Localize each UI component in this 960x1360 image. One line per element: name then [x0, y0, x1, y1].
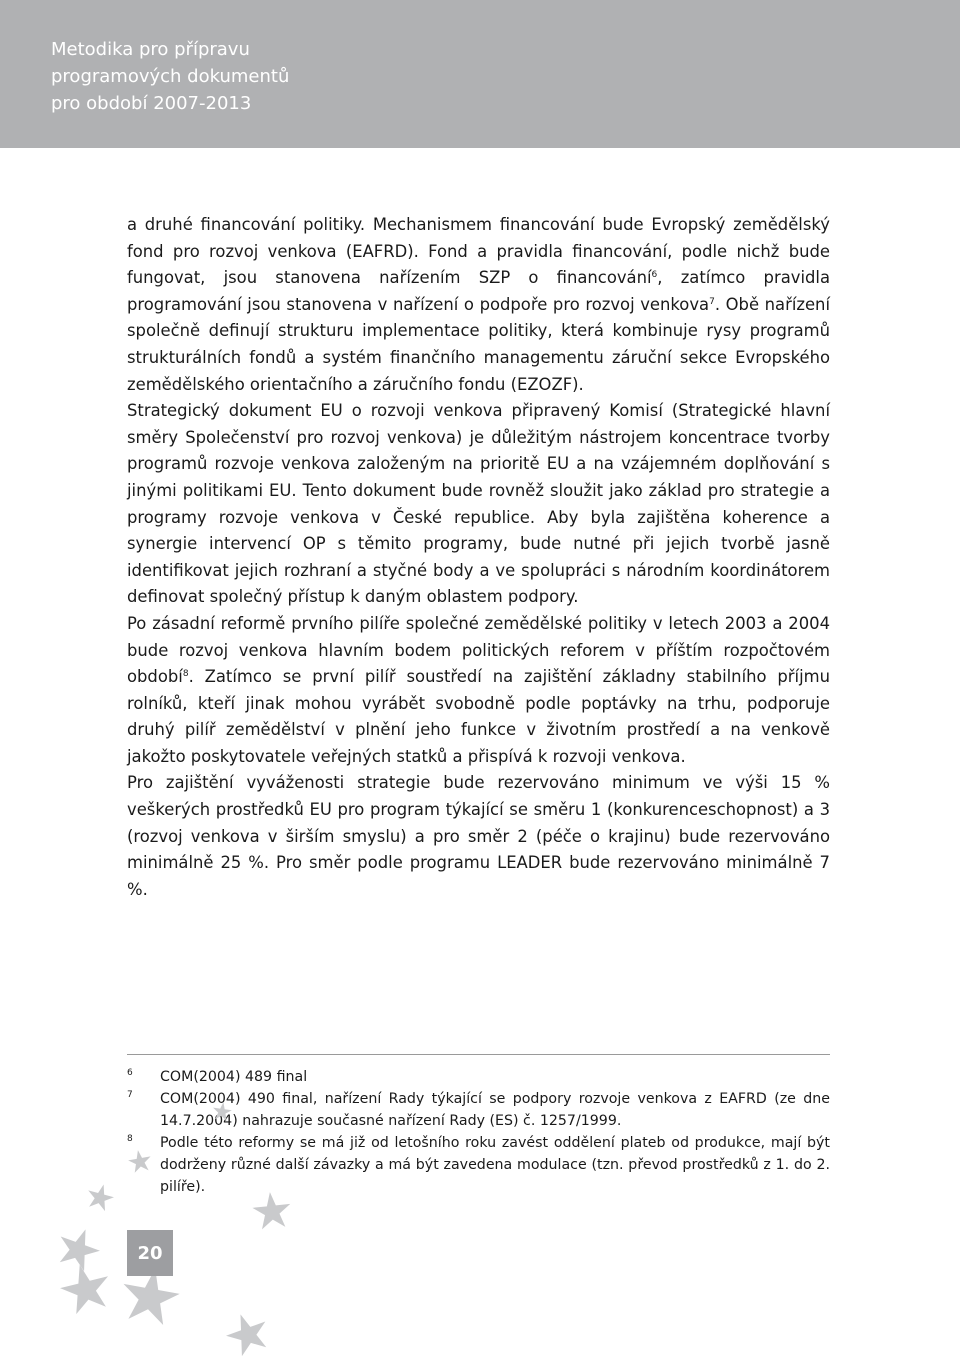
footnote-ref-6: 6: [651, 270, 658, 281]
footnote-6: [127, 1066, 830, 1088]
footnote-text: COM(2004) 489 final: [160, 1069, 308, 1085]
decorative-stars: [0, 1090, 300, 1360]
star-icon: [211, 1101, 232, 1122]
header-title-line3: pro období 2007-2013: [51, 93, 252, 114]
paragraph-1: [127, 212, 830, 398]
star-icon: [127, 1148, 153, 1173]
star-icon: [221, 1307, 274, 1359]
paragraph-1-part-b: , zatímco pravidla programování jsou stanovena v nařízení o podpoře pro rozvoj venkova: [127, 268, 830, 314]
star-icon: [52, 1222, 105, 1274]
footnote-number: 6: [127, 1068, 133, 1078]
paragraph-1-part-c: . Obě nařízení společně definují strukturu implementace politiky, která kombinuje rysy programů strukturálních fondů a systém finančního managementu záruční sekce Evropského zemědělského orientačního a záručního fondu (EZOZF).: [127, 294, 831, 394]
footnote-number: 7: [127, 1090, 133, 1100]
header-title-line2: programových dokumentů: [51, 66, 290, 87]
header-band: [0, 0, 960, 148]
footnote-ref-8: 8: [182, 669, 189, 680]
footnote-text: COM(2004) 490 final, nařízení Rady týkající se podpory rozvoje venkova z EAFRD (ze dne 14.7.2004) nahrazuje současné nařízení Rady (ES) č. 1257/1999.: [160, 1091, 830, 1129]
footnote-divider: [127, 1054, 830, 1055]
paragraph-3: [127, 611, 830, 771]
footnote-number: 8: [127, 1134, 133, 1144]
header-title-line1: Metodika pro přípravu: [51, 39, 250, 60]
page-number: 20: [127, 1230, 173, 1276]
footnote-ref-7: 7: [709, 296, 715, 307]
star-icon: [84, 1181, 116, 1212]
paragraph-3-part-a: Po zásadní reformě prvního pilíře společné zemědělské politiky v letech 2003 a 2004 bude rozvoj venkova hlavním bodem politických reforem v příštím rozpočtovém období: [127, 613, 830, 687]
main-text: [127, 212, 830, 903]
star-icon: [251, 1190, 293, 1230]
star-icon: [56, 1259, 115, 1317]
paragraph-3-part-b: . Zatímco se první pilíř soustředí na zajištění základny stabilního příjmu rolníků, kteří jinak mohou vyrábět svobodně podle poptávky na trhu, podporuje druhý pilíř zemědělství v plnění jeho funkce v životním prostředí a na venkově jakožto poskytovatele veřejných statků a přispívá k rozvoji venkova.: [127, 667, 830, 766]
paragraph-1-part-a: a druhé financování politiky. Mechanismem financování bude Evropský zemědělský fond pro rozvoj venkova (EAFRD). Fond a pravidla financování, podle nichž bude fungovat, jsou stanovena nařízením SZP o financování: [127, 215, 830, 288]
paragraph-2: Strategický dokument EU o rozvoji venkova připravený Komisí (Strategické hlavní směry Společenství pro rozvoj venkova) je důležitým nástrojem koncentrace tvorby programů rozvoje venkova založeným na prioritě EU a na vzájemném doplňování s jinými politikami EU. Tento dokument bude rovněž sloužit jako základ pro strategie a programy rozvoje venkova v České republice. Aby byla zajištěna koherence a synergie intervencí OP s těmito programy, bude nutné při jejich tvorbě jasně identifikovat jejich rozhraní a styčné body a ve spolupráci s národním koordinátorem definovat společný přístup k daným oblastem podpory.: [127, 401, 830, 607]
footnote-text: Podle této reformy se má již od letošního roku zavést oddělení plateb od produkce, mají být dodrženy různé další závazky a má být zavedena modulace (tzn. převod prostředků z 1. do 2. pilíře).: [160, 1135, 830, 1195]
paragraph-4: Pro zajištění vyváženosti strategie bude rezervováno minimum ve výši 15 % veškerých prostředků EU pro program týkající se směru 1 (konkurenceschopnost) a 3 (rozvoj venkova v širším smyslu) a pro směr 2 (péče o krajinu) bude rezervováno minimálně 25 %. Pro směr podle programu LEADER bude rezervováno minimálně 7 %.: [127, 773, 830, 899]
